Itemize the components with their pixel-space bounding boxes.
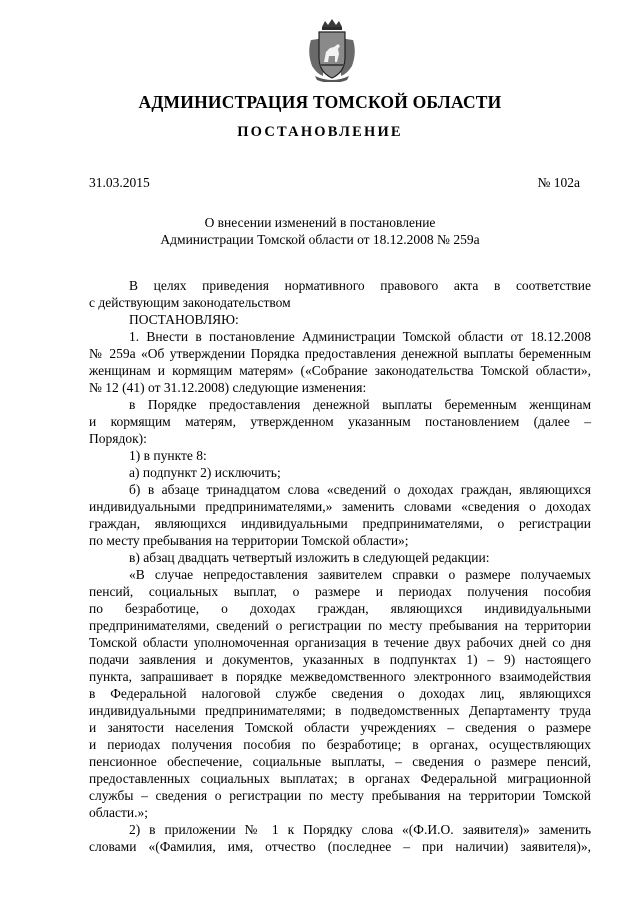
body-line: и периодах получения пособия по безработице; в органах, осуществляющих [89, 737, 591, 752]
document-body [89, 277, 591, 855]
body-line: индивидуальными предпринимателями,» заменить словами «сведения о доходах [89, 499, 591, 514]
body-line: ПОСТАНОВЛЯЮ: [129, 312, 239, 327]
body-line: в Федеральной налоговой службе сведения о доходах лиц, являющихся [89, 686, 591, 701]
document-type: ПОСТАНОВЛЕНИЕ [237, 124, 403, 140]
body-line: по месту пребывания на территории Томской области»; [89, 533, 409, 548]
subject-line: О внесении изменений в постановление [204, 215, 436, 230]
body-line: индивидуальными предпринимателями; в подведомственных Департаменту труда [89, 703, 591, 718]
body-line: № 259а «Об утверждении Порядка предоставления денежной выплаты беременным [89, 346, 591, 361]
body-line: службы – сведения о регистрации по месту пребывания на территории Томской [89, 788, 591, 803]
body-line: по безработице, о доходах граждан, являющихся индивидуальными [89, 601, 591, 616]
body-line: словами «(Фамилия, имя, отчество (последнее – при наличии) заявителя)», [89, 839, 591, 854]
body-line: «В случае непредоставления заявителем справки о размере получаемых [129, 567, 591, 582]
coat-of-arms-icon [303, 18, 361, 82]
body-line: пенсионное обеспечение, социальные выплаты, – сведения о размере пенсий, [89, 754, 591, 769]
body-line: предпринимателями, сведений о регистрации по месту пребывания на территории [89, 618, 591, 633]
body-line: в) абзац двадцать четвертый изложить в следующей редакции: [129, 550, 490, 565]
body-line: В целях приведения нормативного правового акта в соответствие [129, 278, 591, 293]
body-line: № 12 (41) от 31.12.2008) следующие изменения: [89, 380, 367, 395]
body-line: пункта, запрашивает в порядке межведомственного электронного взаимодействия [89, 669, 591, 684]
body-line: 1) в пункте 8: [129, 448, 207, 463]
organization-title: АДМИНИСТРАЦИЯ ТОМСКОЙ ОБЛАСТИ [138, 92, 502, 112]
body-line: Порядок): [89, 431, 147, 446]
body-line: 1. Внести в постановление Администрации Томской области от 18.12.2008 [129, 329, 591, 344]
body-line: с действующим законодательством [89, 295, 291, 310]
body-line: и кормящим матерям, утвержденном указанным постановлением (далее – [89, 414, 591, 429]
document-date: 31.03.2015 [89, 175, 150, 190]
body-line: области.»; [89, 805, 149, 820]
body-line: женщинам и кормящим матерям» («Собрание законодательства Томской области», [89, 363, 591, 378]
body-line: в Порядке предоставления денежной выплаты беременным женщинам [129, 397, 591, 412]
body-line: 2) в приложении № 1 к Порядку слова «(Ф.И.О. заявителя)» заменить [129, 822, 591, 837]
body-line: б) в абзаце тринадцатом слова «сведений о доходах граждан, являющихся [129, 482, 591, 497]
body-line: предоставленных социальных выплатах; в органах Федеральной миграционной [89, 771, 591, 786]
body-line: и занятости населения Томской области учреждениях – сведения о размере [89, 720, 591, 735]
document-number: № 102а [537, 175, 580, 190]
body-line: граждан, являющихся индивидуальными предпринимателями, о регистрации [89, 516, 591, 531]
body-line: а) подпункт 2) исключить; [129, 465, 281, 480]
body-line: подачи заявления и документов, указанных в подпунктах 1) – 9) настоящего [89, 652, 591, 667]
body-line: пенсий, социальных выплат, о размере и периодах получения пособия [89, 584, 591, 599]
document-subject [0, 214, 640, 248]
body-line: Томской области уполномоченная организация в течение двух рабочих дней со дня [89, 635, 591, 650]
subject-line: Администрации Томской области от 18.12.2008 № 259а [160, 232, 480, 247]
